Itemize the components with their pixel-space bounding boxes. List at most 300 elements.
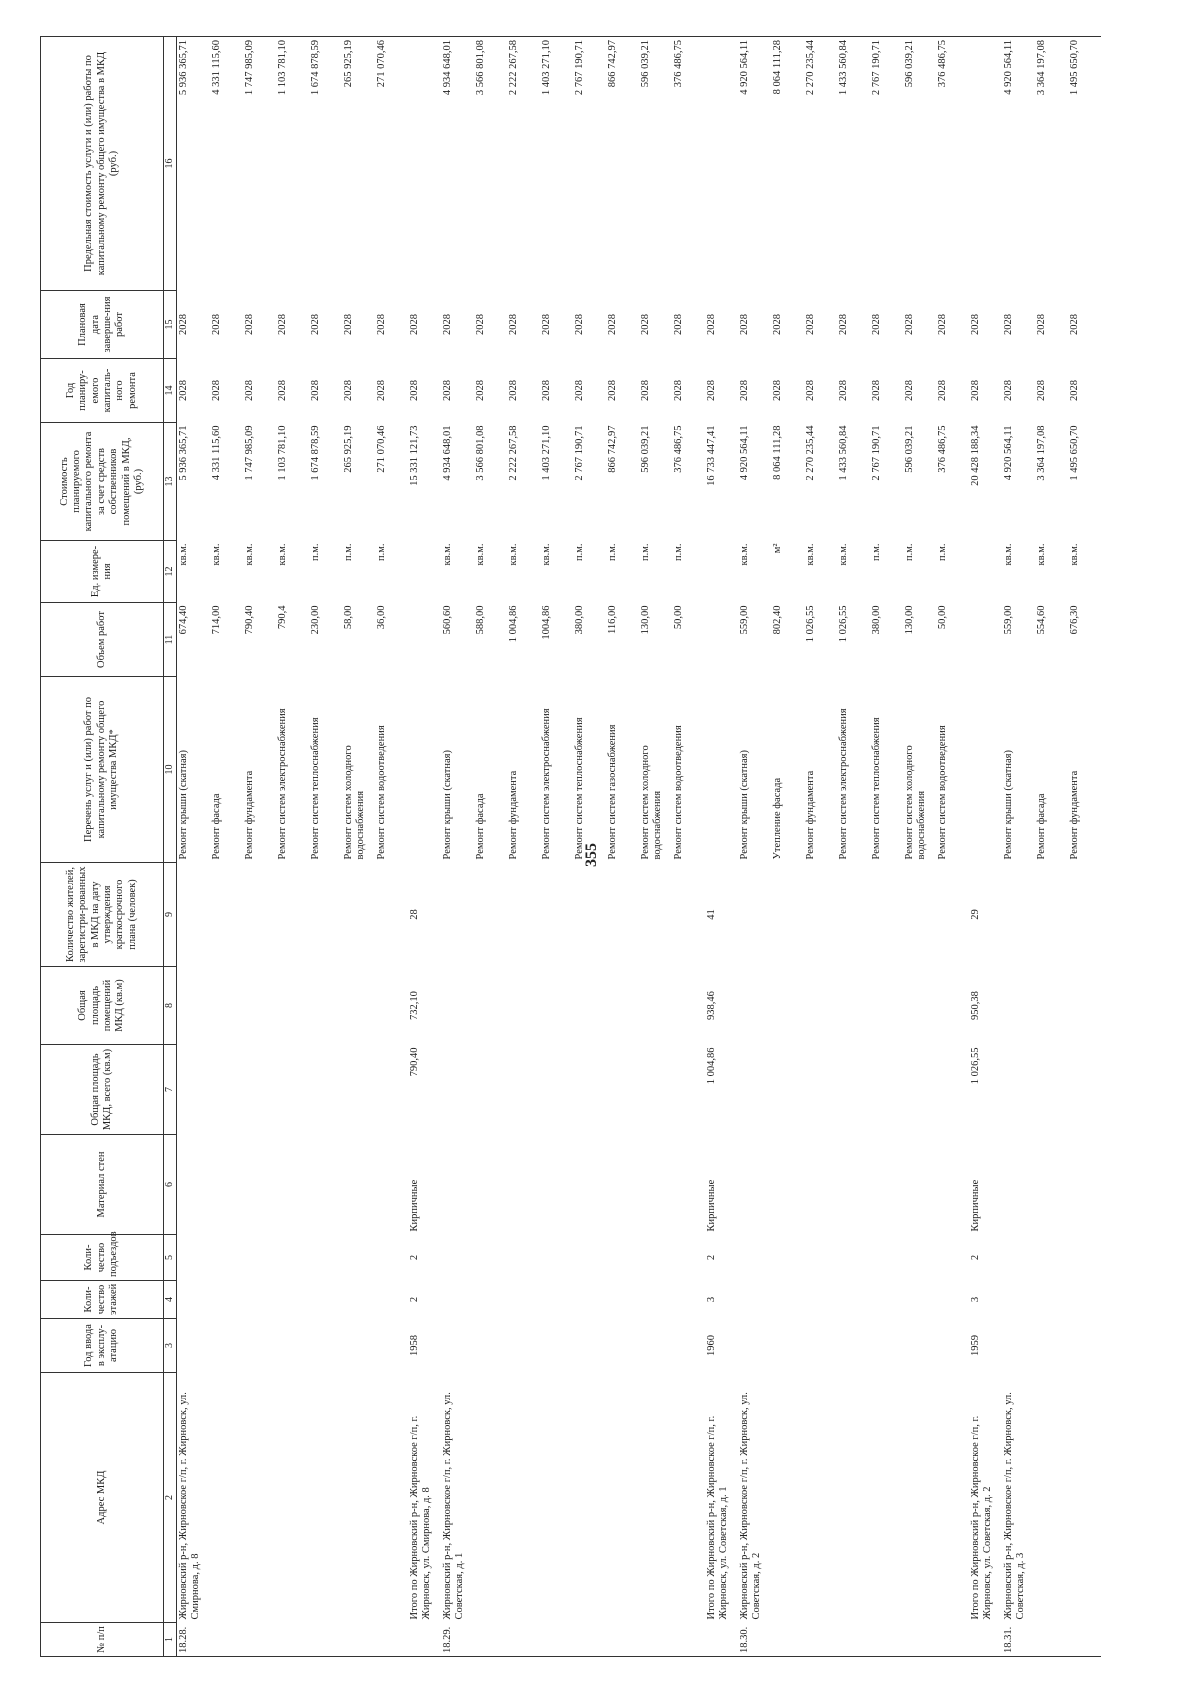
table-cell: 2028 <box>574 314 585 335</box>
table-cell <box>408 37 441 291</box>
table-cell: Ремонт систем водоотведения <box>376 725 387 860</box>
table-cell <box>738 1319 771 1373</box>
table-cell: 2028 <box>442 380 453 401</box>
table-cell <box>408 1623 441 1657</box>
table-cell <box>177 967 211 1045</box>
table-cell <box>870 1045 903 1135</box>
table-row <box>375 37 408 1657</box>
table-cell: 2028 <box>607 380 618 401</box>
table-cell <box>903 1235 936 1281</box>
table-cell: кв.м. <box>244 543 255 566</box>
table-cell: 2028 <box>541 380 552 401</box>
column-header: Ед. измере-ния <box>41 541 164 603</box>
table-cell <box>672 1281 705 1319</box>
table-cell <box>771 863 804 967</box>
table-cell <box>309 1135 342 1235</box>
table-cell: 2028 <box>772 380 783 401</box>
table-cell: 2028 <box>409 314 420 335</box>
table-cell <box>375 1135 408 1235</box>
table-cell <box>276 1281 309 1319</box>
table-cell: 1 433 560,84 <box>838 425 849 481</box>
table-cell <box>540 1135 573 1235</box>
table-cell <box>639 863 672 967</box>
table-cell: 3 364 197,08 <box>1036 40 1047 96</box>
table-cell <box>1068 1623 1101 1657</box>
table-cell <box>573 1135 606 1235</box>
table-cell <box>771 1623 804 1657</box>
table-cell: 2 270 235,44 <box>805 425 816 481</box>
table-cell <box>1002 1319 1035 1373</box>
column-header: Общая площадь МКД, всего (кв.м) <box>41 1045 164 1135</box>
table-cell: 2028 <box>211 314 222 335</box>
table-cell: 2028 <box>343 314 354 335</box>
table-cell <box>903 1373 936 1623</box>
table-cell: кв.м. <box>1069 543 1080 566</box>
table-cell: 2028 <box>508 380 519 401</box>
table-cell: 2 270 235,44 <box>805 40 816 96</box>
table-cell <box>309 1235 342 1281</box>
table-cell: кв.м. <box>1036 543 1047 566</box>
table-cell <box>1002 1135 1035 1235</box>
table-cell <box>1068 967 1101 1045</box>
table-cell: 2028 <box>706 314 717 335</box>
table-cell: Ремонт систем холодного водоснабжения <box>904 745 928 860</box>
table-cell <box>243 1373 276 1623</box>
table-cell <box>771 1319 804 1373</box>
table-cell: 2028 <box>310 314 321 335</box>
table-cell: Жирновский р-н, Жирновское г/п, г. Жирновск, ул. Советская, д. 3 <box>1003 1392 1027 1620</box>
table-cell <box>408 677 441 863</box>
table-cell: 596 039,21 <box>904 425 915 473</box>
table-cell: 18.29. <box>442 1626 453 1653</box>
table-cell <box>705 541 738 603</box>
table-cell: кв.м. <box>442 543 453 566</box>
table-cell <box>540 967 573 1045</box>
table-cell <box>1035 1045 1068 1135</box>
table-cell: 2 <box>706 1254 717 1261</box>
table-cell <box>441 1045 474 1135</box>
table-cell: 950,38 <box>970 991 981 1020</box>
table-cell: Ремонт крыши (скатная) <box>739 749 750 860</box>
table-cell: Итого по Жирновский р-н, Жирновское г/п, г. Жирновск, ул. Советская, д. 1 <box>706 1415 730 1620</box>
table-cell: кв.м. <box>211 543 222 566</box>
table-cell <box>375 1281 408 1319</box>
table-row <box>903 37 936 1657</box>
table-cell <box>375 967 408 1045</box>
table-cell: 2 <box>409 1254 420 1261</box>
column-header: Перечень услуг и (или) работ по капитальному ремонту общего имущества МКД* <box>41 677 164 863</box>
table-cell <box>441 863 474 967</box>
table-cell <box>276 1235 309 1281</box>
table-cell <box>177 863 211 967</box>
table-cell <box>969 1623 1002 1657</box>
table-cell <box>1002 1281 1035 1319</box>
table-cell: 1 004,86 <box>706 1047 717 1085</box>
table-cell <box>474 967 507 1045</box>
table-cell: Кирпичные <box>409 1179 420 1232</box>
table-cell: Ремонт систем теплоснабжения <box>310 717 321 860</box>
table-cell <box>243 1135 276 1235</box>
rotated-page <box>40 37 1190 1657</box>
table-cell: Ремонт фасада <box>475 793 486 860</box>
table-cell: 2028 <box>1003 380 1014 401</box>
table-cell: 2028 <box>838 314 849 335</box>
table-cell <box>441 1235 474 1281</box>
column-header: Предельная стоимость услуги и (или) работы по капитальному ремонту общего имущества в МКД (руб.) <box>41 37 164 291</box>
table-cell <box>342 967 375 1045</box>
table-cell: 559,00 <box>739 605 750 635</box>
table-cell <box>474 1281 507 1319</box>
table-cell <box>573 1623 606 1657</box>
table-cell: Ремонт фундамента <box>805 770 816 860</box>
table-cell: 18.28. <box>178 1626 189 1653</box>
table-cell <box>903 1045 936 1135</box>
table-cell <box>969 541 1002 603</box>
column-header: Год ввода в эксплу-атацию <box>41 1319 164 1373</box>
table-cell <box>540 1319 573 1373</box>
table-cell <box>903 1135 936 1235</box>
table-cell <box>738 1135 771 1235</box>
table-cell: 4 934 648,01 <box>442 425 453 481</box>
table-cell: 3 <box>706 1296 717 1303</box>
table-cell: 1 747 985,09 <box>244 425 255 481</box>
table-cell <box>540 1281 573 1319</box>
table-row <box>540 37 573 1657</box>
table-cell <box>837 1235 870 1281</box>
table-cell: кв.м. <box>475 543 486 566</box>
table-cell <box>342 1135 375 1235</box>
table-cell: 2028 <box>244 380 255 401</box>
table-cell <box>243 1623 276 1657</box>
table-cell <box>1068 1045 1101 1135</box>
table-cell: 2028 <box>178 314 189 335</box>
table-cell: 2 767 190,71 <box>574 40 585 96</box>
table-row <box>474 37 507 1657</box>
table-cell <box>606 967 639 1045</box>
column-number: 14 <box>164 359 177 423</box>
table-cell <box>573 1281 606 1319</box>
table-cell <box>342 1045 375 1135</box>
table-cell: 2028 <box>244 314 255 335</box>
table-cell: Ремонт фундамента <box>1069 770 1080 860</box>
table-cell: 2028 <box>1069 314 1080 335</box>
table-cell <box>375 1373 408 1623</box>
table-row-total <box>969 37 1002 1657</box>
table-cell <box>342 863 375 967</box>
table-cell: 1 674 878,59 <box>310 40 321 96</box>
table-cell: Ремонт крыши (скатная) <box>1003 749 1014 860</box>
table-cell: 380,00 <box>574 605 585 635</box>
table-cell <box>705 603 738 677</box>
table-cell: 50,00 <box>937 605 948 630</box>
table-cell <box>243 1319 276 1373</box>
table-cell <box>1035 967 1068 1045</box>
table-cell: 2028 <box>1069 380 1080 401</box>
table-cell: 2028 <box>904 380 915 401</box>
table-cell <box>606 1135 639 1235</box>
table-cell: 2028 <box>475 380 486 401</box>
table-cell: кв.м. <box>805 543 816 566</box>
table-cell: 1 026,55 <box>970 1047 981 1085</box>
table-cell: 2 767 190,71 <box>871 425 882 481</box>
table-cell: Ремонт систем теплоснабжения <box>871 717 882 860</box>
table-cell: п.м. <box>376 543 387 562</box>
table-cell <box>342 1235 375 1281</box>
table-cell <box>936 1623 969 1657</box>
table-cell <box>375 1623 408 1657</box>
table-cell: 16 733 447,41 <box>706 425 717 486</box>
column-number: 11 <box>164 603 177 677</box>
table-cell: 1 026,55 <box>838 605 849 643</box>
table-cell: Утепление фасада <box>772 777 783 860</box>
table-cell: Ремонт систем электроснабжения <box>277 708 288 860</box>
table-cell <box>738 1045 771 1135</box>
column-header: Год планиру-емого капиталь-ного ремонта <box>41 359 164 423</box>
table-cell: 790,40 <box>244 605 255 635</box>
table-cell: Ремонт фасада <box>211 793 222 860</box>
table-cell <box>210 863 243 967</box>
table-cell <box>375 1235 408 1281</box>
table-cell: 2 222 267,58 <box>508 40 519 96</box>
table-cell: 2028 <box>970 314 981 335</box>
table-cell <box>210 1045 243 1135</box>
table-cell <box>1035 1623 1068 1657</box>
column-number: 5 <box>164 1235 177 1281</box>
table-cell <box>606 1319 639 1373</box>
table-cell: 2 222 267,58 <box>508 425 519 481</box>
column-header: Общая площадь помещений МКД (кв.м) <box>41 967 164 1045</box>
table-cell <box>870 863 903 967</box>
column-number: 12 <box>164 541 177 603</box>
table-row <box>639 37 672 1657</box>
table-cell <box>837 1135 870 1235</box>
table-cell: 790,40 <box>409 1047 420 1077</box>
table-cell <box>177 1235 211 1281</box>
table-cell: 676,30 <box>1069 605 1080 635</box>
table-cell: 1004,86 <box>541 605 552 640</box>
table-cell: п.м. <box>904 543 915 562</box>
table-cell <box>474 1135 507 1235</box>
table-cell <box>804 967 837 1045</box>
table-cell <box>672 863 705 967</box>
table-cell: кв.м. <box>739 543 750 566</box>
table-row <box>936 37 969 1657</box>
table-cell <box>276 1373 309 1623</box>
table-cell <box>639 1373 672 1623</box>
table-cell: 560,60 <box>442 605 453 635</box>
table-cell: 380,00 <box>871 605 882 635</box>
table-cell <box>969 603 1002 677</box>
table-cell <box>1002 1235 1035 1281</box>
table-cell: 1 495 650,70 <box>1069 40 1080 96</box>
column-number: 16 <box>164 37 177 291</box>
table-cell: 2028 <box>343 380 354 401</box>
table-cell <box>177 1319 211 1373</box>
table-cell: 2028 <box>871 314 882 335</box>
table-cell <box>243 863 276 967</box>
column-number: 6 <box>164 1135 177 1235</box>
table-cell: Итого по Жирновский р-н, Жирновское г/п, г. Жирновск, ул. Советская, д. 2 <box>970 1415 994 1620</box>
table-cell <box>903 1623 936 1657</box>
table-cell <box>870 1319 903 1373</box>
table-cell <box>540 1373 573 1623</box>
table-cell <box>540 1235 573 1281</box>
table-row <box>210 37 243 1657</box>
table-cell: м² <box>772 543 783 554</box>
table-cell: 1959 <box>970 1335 981 1356</box>
table-row <box>573 37 606 1657</box>
table-cell: 376 486,75 <box>937 40 948 88</box>
table-cell: 802,40 <box>772 605 783 635</box>
table-cell: кв.м. <box>277 543 288 566</box>
table-cell: 2028 <box>904 314 915 335</box>
table-cell <box>342 1281 375 1319</box>
table-cell <box>276 863 309 967</box>
table-cell <box>672 1623 705 1657</box>
column-number: 3 <box>164 1319 177 1373</box>
table-cell <box>309 1045 342 1135</box>
table-cell: Итого по Жирновский р-н, Жирновское г/п, г. Жирновск, ул. Смирнова, д. 8 <box>409 1415 433 1620</box>
table-cell: 2 <box>970 1254 981 1261</box>
table-cell <box>1035 1319 1068 1373</box>
table-cell: 674,40 <box>178 605 189 635</box>
table-cell <box>573 1235 606 1281</box>
table-cell <box>639 1319 672 1373</box>
table-cell <box>210 1373 243 1623</box>
table-cell: 376 486,75 <box>673 40 684 88</box>
table-cell <box>672 967 705 1045</box>
table-cell: 2028 <box>1036 314 1047 335</box>
table-cell: Жирновский р-н, Жирновское г/п, г. Жирновск, ул. Смирнова, д. 8 <box>178 1392 202 1620</box>
table-cell <box>210 1319 243 1373</box>
table-cell: 2028 <box>277 380 288 401</box>
table-cell <box>342 1623 375 1657</box>
table-cell <box>804 1281 837 1319</box>
table-row-total <box>705 37 738 1657</box>
column-header: Адрес МКД <box>41 1373 164 1623</box>
table-cell: 1 674 878,59 <box>310 425 321 481</box>
table-cell <box>210 967 243 1045</box>
table-cell: 2028 <box>772 314 783 335</box>
table-cell: 2028 <box>937 314 948 335</box>
table-cell <box>243 1045 276 1135</box>
table-cell: Ремонт систем холодного водоснабжения <box>343 745 367 860</box>
table-cell <box>1002 1045 1035 1135</box>
table-cell: 1 403 271,10 <box>541 425 552 481</box>
table-cell: п.м. <box>673 543 684 562</box>
table-cell <box>804 1373 837 1623</box>
table-cell: 588,00 <box>475 605 486 635</box>
table-cell: 2028 <box>739 380 750 401</box>
table-cell: 376 486,75 <box>937 425 948 473</box>
table-cell: 41 <box>706 909 717 920</box>
column-header: Материал стен <box>41 1135 164 1235</box>
table-cell: 1 103 781,10 <box>277 425 288 481</box>
column-number: 1 <box>164 1623 177 1657</box>
table-cell <box>705 37 738 291</box>
column-header: Объем работ <box>41 603 164 677</box>
column-number: 10 <box>164 677 177 863</box>
table-cell: 4 920 564,11 <box>739 425 750 481</box>
table-cell <box>507 967 540 1045</box>
table-cell: 1 004,86 <box>508 605 519 643</box>
table-cell: 1 495 650,70 <box>1069 425 1080 481</box>
table-cell <box>705 677 738 863</box>
table-cell: 2028 <box>607 314 618 335</box>
table-cell <box>474 1319 507 1373</box>
table-cell <box>1035 863 1068 967</box>
column-header: Количество жителей, зарегистри-рованных в МКД на дату утверждения краткосрочного плана (человек) <box>41 863 164 967</box>
table-cell <box>309 1319 342 1373</box>
table-cell <box>441 1319 474 1373</box>
table-cell <box>606 1373 639 1623</box>
table-cell <box>936 863 969 967</box>
table-row <box>771 37 804 1657</box>
table-cell: 2028 <box>673 380 684 401</box>
column-number-row <box>164 37 177 1657</box>
table-cell <box>1068 1235 1101 1281</box>
table-cell <box>837 1281 870 1319</box>
table-cell: 2028 <box>805 314 816 335</box>
table-cell: 3 <box>970 1296 981 1303</box>
table-cell <box>936 1135 969 1235</box>
table-cell <box>870 1135 903 1235</box>
table-row <box>441 37 474 1657</box>
table-cell: 2028 <box>640 380 651 401</box>
table-cell <box>210 1135 243 1235</box>
table-cell <box>738 1281 771 1319</box>
table-cell: Ремонт систем электроснабжения <box>838 708 849 860</box>
table-cell: 8 064 111,28 <box>772 425 783 480</box>
table-cell <box>936 1373 969 1623</box>
table-cell: 2028 <box>673 314 684 335</box>
table-cell <box>276 967 309 1045</box>
table-cell <box>474 1623 507 1657</box>
table-cell: 3 566 801,08 <box>475 40 486 96</box>
table-row <box>837 37 870 1657</box>
table-cell: 271 070,46 <box>376 40 387 88</box>
table-cell: 2 <box>409 1296 420 1303</box>
table-cell <box>738 863 771 967</box>
table-cell <box>837 863 870 967</box>
table-cell <box>771 1135 804 1235</box>
table-cell <box>771 967 804 1045</box>
table-cell <box>639 1135 672 1235</box>
table-row <box>804 37 837 1657</box>
table-cell: 2028 <box>376 380 387 401</box>
table-cell: 4 331 115,60 <box>211 425 222 481</box>
table-cell <box>573 1319 606 1373</box>
table-cell <box>573 1373 606 1623</box>
table-cell: п.м. <box>871 543 882 562</box>
table-cell: 596 039,21 <box>640 40 651 88</box>
table-row <box>342 37 375 1657</box>
table-cell: 5 936 365,71 <box>178 40 189 96</box>
table-cell: 230,00 <box>310 605 321 635</box>
table-cell <box>903 967 936 1045</box>
table-cell: 265 925,19 <box>343 425 354 473</box>
table-cell <box>507 1373 540 1623</box>
table-cell <box>507 1235 540 1281</box>
table-cell: 4 920 564,11 <box>1003 425 1014 481</box>
table-cell: 2028 <box>937 380 948 401</box>
table-cell <box>474 1235 507 1281</box>
table-cell: 1 747 985,09 <box>244 40 255 96</box>
table-cell: 1958 <box>409 1335 420 1356</box>
table-cell <box>309 967 342 1045</box>
table-cell <box>771 1045 804 1135</box>
table-cell: 596 039,21 <box>640 425 651 473</box>
